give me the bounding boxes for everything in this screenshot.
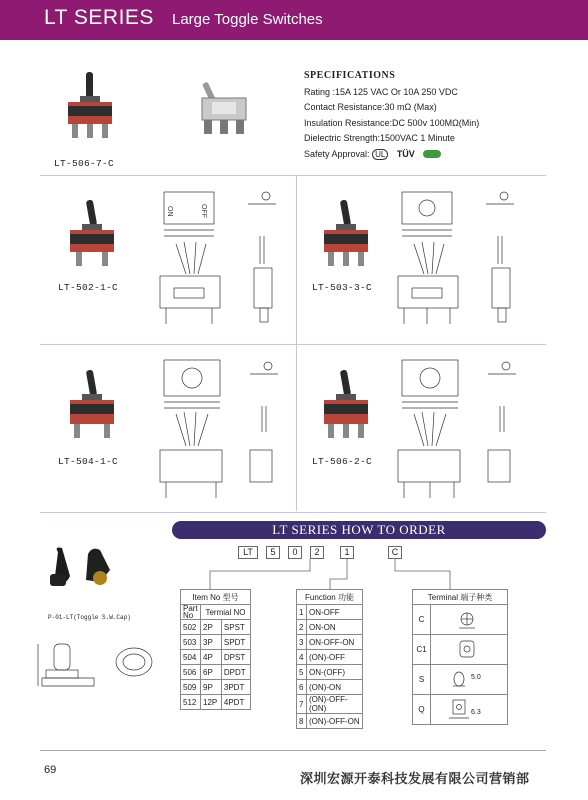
svg-text:ON: ON	[166, 206, 173, 217]
code-segment-digit: 2	[310, 546, 324, 559]
cell: SPST	[221, 620, 250, 635]
cell: ON-(OFF)	[307, 665, 363, 680]
cell: 4	[297, 650, 307, 665]
cell: DPDT	[221, 665, 250, 680]
cell: Q	[413, 695, 431, 725]
cell: 3P	[201, 635, 222, 650]
terminal-table-header: Terminal 端子种类	[413, 590, 508, 605]
table-row	[181, 620, 251, 635]
technical-drawing-506	[394, 352, 528, 506]
table-row	[181, 680, 251, 695]
specifications-title: SPECIFICATIONS	[304, 70, 396, 81]
function-table	[296, 589, 363, 729]
code-segment-function: 1	[340, 546, 354, 559]
specifications-block	[304, 68, 574, 162]
divider	[40, 512, 546, 513]
cap-technical-drawing	[34, 640, 164, 696]
technical-drawing-504	[156, 352, 288, 506]
divider	[296, 345, 297, 511]
order-code-connector-lines	[180, 559, 480, 591]
model-label: LT-503-3-C	[312, 282, 373, 293]
cell: 9P	[201, 680, 222, 695]
cell: (ON)-OFF	[307, 650, 363, 665]
code-segment-terminal: C	[388, 546, 402, 559]
cell: 3PDT	[221, 680, 250, 695]
cap-caption: P-01-LT(Toggle S.W.Cap)	[48, 614, 131, 621]
code-segment-digit: 5	[266, 546, 280, 559]
dim-label: 6.3	[471, 709, 481, 716]
how-to-order-title: LT SERIES HOW TO ORDER	[172, 521, 546, 539]
cell: 6	[297, 680, 307, 695]
cell: ON-OFF	[307, 605, 363, 620]
col-header: Part No	[181, 605, 201, 620]
cell: 502	[181, 620, 201, 635]
table-row	[297, 665, 363, 680]
model-label: LT-502-1-C	[58, 282, 119, 293]
company-name: 深圳宏源开泰科技发展有限公司营销部	[300, 771, 530, 786]
series-title: LT SERIES	[44, 6, 154, 29]
table-row	[297, 620, 363, 635]
divider	[40, 175, 546, 176]
svg-text:OFF: OFF	[200, 204, 207, 218]
cell: C1	[413, 635, 431, 665]
toggle-cap-photo	[44, 546, 134, 592]
cell: 12P	[201, 695, 222, 710]
cell: 3	[297, 635, 307, 650]
toggle-switch-photo-1	[60, 70, 120, 142]
cell: (ON)-OFF-(ON)	[307, 695, 363, 714]
table-row	[297, 680, 363, 695]
cell: S	[413, 665, 431, 695]
dim-label: 5.0	[471, 674, 481, 681]
page-number: 69	[44, 764, 57, 776]
cell: 2P	[201, 620, 222, 635]
table-row	[413, 635, 508, 665]
cell: 506	[181, 665, 201, 680]
divider	[40, 344, 546, 345]
cell: (ON)-OFF-ON	[307, 714, 363, 729]
code-segment-digit: 0	[288, 546, 302, 559]
cell: (ON)-ON	[307, 680, 363, 695]
table-row	[297, 635, 363, 650]
table-row	[181, 635, 251, 650]
toggle-switch-photo-4	[318, 200, 374, 270]
col-header: Termial NO	[201, 605, 251, 620]
table-row	[181, 650, 251, 665]
cell: 504	[181, 650, 201, 665]
toggle-switch-photo-2	[196, 78, 256, 142]
toggle-switch-photo-5	[64, 370, 120, 442]
cell: 2	[297, 620, 307, 635]
cell: 5	[297, 665, 307, 680]
spec-rating: Rating :15A 125 VAC Or 10A 250 VDC	[304, 86, 458, 97]
cell: 4P	[201, 650, 222, 665]
spec-insulation-resistance: Insulation Resistance:DC 500v 100MΩ(Min)	[304, 117, 480, 128]
table-row	[297, 605, 363, 620]
cell: 503	[181, 635, 201, 650]
terminal-c-drawing	[431, 605, 508, 635]
page-header	[0, 0, 588, 40]
series-subtitle: Large Toggle Switches	[172, 11, 323, 28]
toggle-switch-photo-3	[64, 200, 120, 270]
footer-divider	[40, 750, 546, 751]
table-row	[413, 665, 508, 695]
model-label: LT-506-7-C	[54, 158, 115, 169]
spec-safety-approval	[304, 147, 574, 163]
table-row	[297, 650, 363, 665]
terminal-q-drawing	[431, 695, 508, 725]
terminal-s-drawing	[431, 665, 508, 695]
toggle-switch-photo-6	[318, 370, 374, 442]
green-leaf-icon	[423, 150, 441, 158]
cell: ON-ON	[307, 620, 363, 635]
cell: 4PDT	[221, 695, 250, 710]
code-segment-series: LT	[238, 546, 258, 559]
cell: DPST	[221, 650, 250, 665]
cell: C	[413, 605, 431, 635]
table-row	[413, 605, 508, 635]
table-row	[413, 695, 508, 725]
cell: ON-OFF-ON	[307, 635, 363, 650]
model-label: LT-506-2-C	[312, 456, 373, 467]
ul-mark-icon: UL	[372, 149, 388, 160]
cell: 509	[181, 680, 201, 695]
terminal-c1-drawing	[431, 635, 508, 665]
terminal-table	[412, 589, 508, 725]
cell: SPDT	[221, 635, 250, 650]
tuv-mark: TÜV	[396, 148, 415, 159]
divider	[296, 176, 297, 344]
table-row	[297, 695, 363, 714]
spec-contact-resistance: Contact Resistance:30 mΩ (Max)	[304, 102, 437, 112]
cell: 1	[297, 605, 307, 620]
function-table-header: Function 功能	[297, 590, 363, 605]
technical-drawing-503	[394, 184, 528, 334]
item-table	[180, 589, 251, 710]
model-label: LT-504-1-C	[58, 456, 119, 467]
safety-approval-label: Safety Approval:	[304, 148, 370, 159]
technical-drawing-502	[156, 184, 288, 334]
table-row	[181, 695, 251, 710]
item-table-header: Item No 型号	[181, 590, 251, 605]
spec-dielectric-strength: Dielectric Strength:1500VAC 1 Minute	[304, 133, 455, 143]
cell: 7	[297, 695, 307, 714]
cell: 6P	[201, 665, 222, 680]
table-row	[297, 714, 363, 729]
cell: 8	[297, 714, 307, 729]
cell: 512	[181, 695, 201, 710]
table-row	[181, 665, 251, 680]
